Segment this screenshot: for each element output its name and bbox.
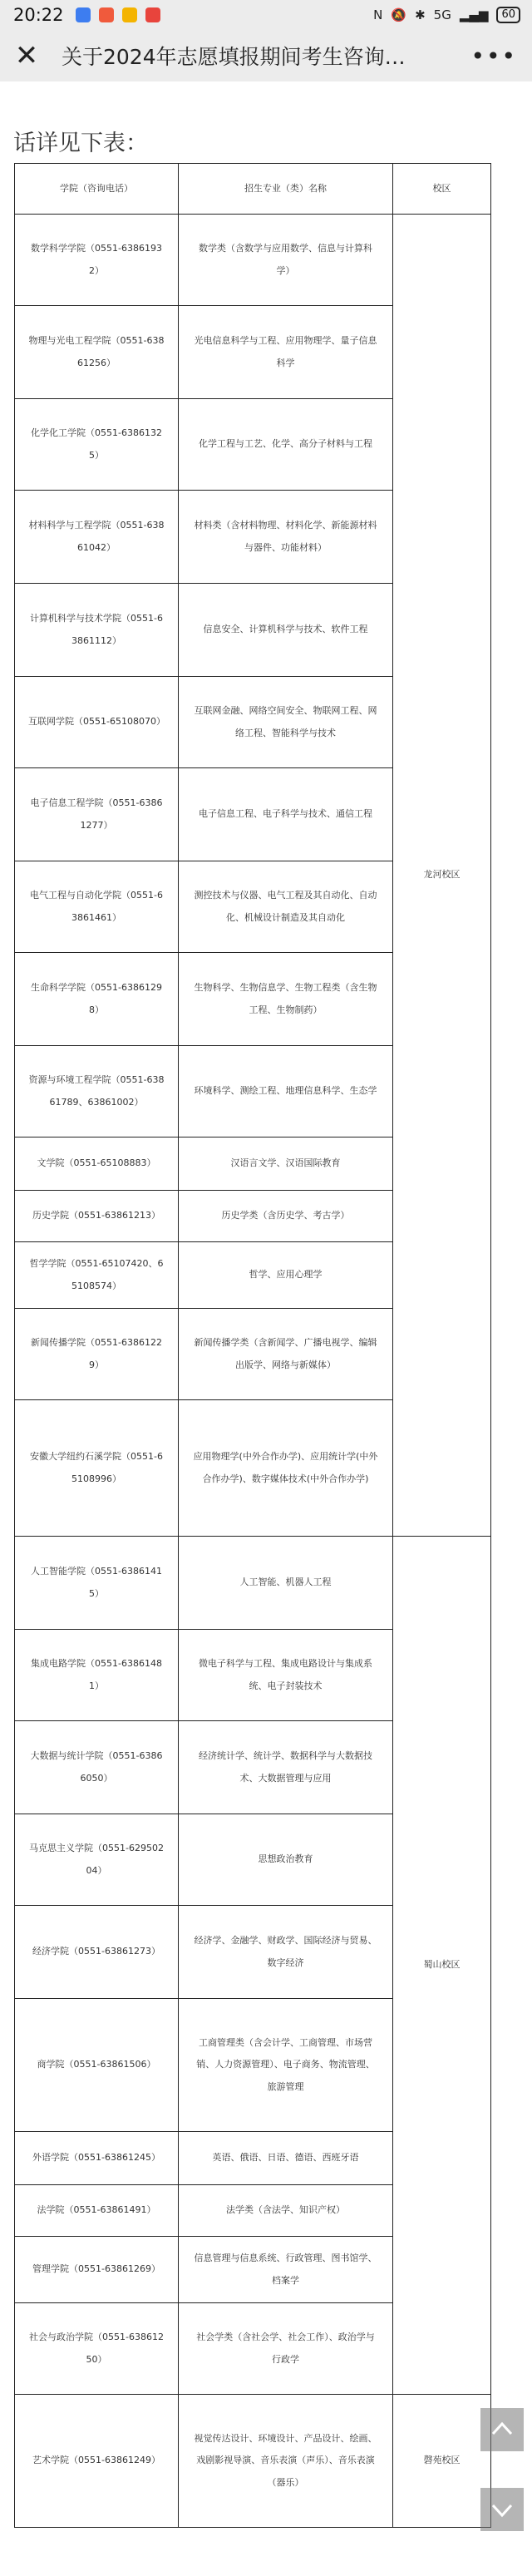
mute-icon: 🔕 xyxy=(391,7,407,22)
majors-cell: 化学工程与工艺、化学、高分子材料与工程 xyxy=(179,399,393,491)
majors-cell: 生物科学、生物信息学、生物工程类（含生物工程、生物制药） xyxy=(179,953,393,1046)
majors-cell: 英语、俄语、日语、德语、西班牙语 xyxy=(179,2132,393,2185)
more-button[interactable] xyxy=(470,42,517,70)
app-notification-icon xyxy=(76,7,91,22)
bluetooth-icon: ✱ xyxy=(415,7,426,22)
table-header-row xyxy=(15,164,491,215)
majors-table xyxy=(14,163,491,2528)
majors-cell: 电子信息工程、电子科学与技术、通信工程 xyxy=(179,768,393,861)
college-cell: 艺术学院（0551-63861249） xyxy=(15,2395,179,2528)
chevron-up-icon xyxy=(488,2416,516,2444)
status-time: 20:22 xyxy=(13,5,64,25)
close-icon: ✕ xyxy=(14,39,39,72)
battery-indicator: 60 xyxy=(496,7,520,23)
majors-cell: 汉语言文学、汉语国际教育 xyxy=(179,1137,393,1191)
app-notification-icon xyxy=(99,7,114,22)
table-row xyxy=(15,2395,491,2528)
majors-cell: 互联网金融、网络空间安全、物联网工程、网络工程、智能科学与技术 xyxy=(179,677,393,768)
close-button[interactable] xyxy=(7,36,47,76)
majors-cell: 应用物理学(中外合作办学)、应用统计学(中外合作办学)、数字媒体技术(中外合作办学) xyxy=(179,1400,393,1537)
majors-cell: 历史学类（含历史学、考古学） xyxy=(179,1191,393,1242)
network-label: 5G xyxy=(433,7,451,22)
majors-cell: 信息安全、计算机科学与技术、软件工程 xyxy=(179,584,393,677)
majors-cell: 人工智能、机器人工程 xyxy=(179,1537,393,1630)
majors-cell: 环境科学、测绘工程、地理信息科学、生态学 xyxy=(179,1046,393,1137)
nfc-icon: N xyxy=(373,7,383,22)
college-cell: 马克思主义学院（0551-62950204） xyxy=(15,1814,179,1906)
majors-cell: 信息管理与信息系统、行政管理、图书馆学、档案学 xyxy=(179,2237,393,2303)
campus-cell: 龙河校区 xyxy=(393,215,491,1537)
majors-cell: 材料类（含材料物理、材料化学、新能源材料与器件、功能材料） xyxy=(179,491,393,584)
college-cell: 历史学院（0551-63861213） xyxy=(15,1191,179,1242)
college-cell: 管理学院（0551-63861269） xyxy=(15,2237,179,2303)
college-cell: 新闻传播学院（0551-63861229） xyxy=(15,1309,179,1400)
table-row xyxy=(15,215,491,306)
nav-bar xyxy=(0,30,532,81)
campus-cell: 蜀山校区 xyxy=(393,1537,491,2395)
majors-cell: 工商管理类（含会计学、工商管理、市场营销、人力资源管理）、电子商务、物流管理、旅游管理 xyxy=(179,1999,393,2132)
college-cell: 电气工程与自动化学院（0551-63861461） xyxy=(15,861,179,953)
college-cell: 人工智能学院（0551-63861415） xyxy=(15,1537,179,1630)
college-cell: 文学院（0551-65108883） xyxy=(15,1137,179,1191)
campus-cell: 磬苑校区 xyxy=(393,2395,491,2528)
majors-cell: 光电信息科学与工程、应用物理学、量子信息科学 xyxy=(179,306,393,399)
college-cell: 计算机科学与技术学院（0551-63861112） xyxy=(15,584,179,677)
more-icon: ••• xyxy=(470,42,517,70)
college-cell: 哲学学院（0551-65107420、65108574） xyxy=(15,1242,179,1309)
header-majors: 招生专业（类）名称 xyxy=(179,164,393,215)
majors-cell: 哲学、应用心理学 xyxy=(179,1242,393,1309)
college-cell: 外语学院（0551-63861245） xyxy=(15,2132,179,2185)
majors-cell: 法学类（含法学、知识产权） xyxy=(179,2185,393,2237)
app-notification-icon xyxy=(145,7,160,22)
majors-cell: 视觉传达设计、环境设计、产品设计、绘画、戏剧影视导演、音乐表演（声乐）、音乐表演（器乐） xyxy=(179,2395,393,2528)
system-icons xyxy=(373,7,520,23)
app-notification-icon xyxy=(122,7,137,22)
college-cell: 法学院（0551-63861491） xyxy=(15,2185,179,2237)
signal-icon: ▂▄▆ xyxy=(459,7,489,22)
header-campus: 校区 xyxy=(393,164,491,215)
college-cell: 互联网学院（0551-65108070） xyxy=(15,677,179,768)
college-cell: 经济学院（0551-63861273） xyxy=(15,1906,179,1999)
majors-cell: 新闻传播学类（含新闻学、广播电视学、编辑出版学、网络与新媒体） xyxy=(179,1309,393,1400)
majors-cell: 思想政治教育 xyxy=(179,1814,393,1906)
status-bar xyxy=(0,0,532,30)
scroll-bottom-button[interactable] xyxy=(480,2488,524,2531)
scroll-top-button[interactable] xyxy=(480,2408,524,2451)
college-cell: 安徽大学纽约石溪学院（0551-65108996） xyxy=(15,1400,179,1537)
college-cell: 材料科学与工程学院（0551-63861042） xyxy=(15,491,179,584)
notification-icons xyxy=(76,7,160,22)
majors-cell: 社会学类（含社会学、社会工作）、政治学与行政学 xyxy=(179,2303,393,2395)
college-cell: 数学科学学院（0551-63861932） xyxy=(15,215,179,306)
college-cell: 化学化工学院（0551-63861325） xyxy=(15,399,179,491)
majors-cell: 经济统计学、统计学、数据科学与大数据技术、大数据管理与应用 xyxy=(179,1721,393,1814)
college-cell: 商学院（0551-63861506） xyxy=(15,1999,179,2132)
college-cell: 电子信息工程学院（0551-63861277） xyxy=(15,768,179,861)
college-cell: 物理与光电工程学院（0551-63861256） xyxy=(15,306,179,399)
header-college: 学院（咨询电话） xyxy=(15,164,179,215)
majors-cell: 微电子科学与工程、集成电路设计与集成系统、电子封装技术 xyxy=(179,1630,393,1721)
majors-cell: 测控技术与仪器、电气工程及其自动化、自动化、机械设计制造及其自动化 xyxy=(179,861,393,953)
college-cell: 社会与政治学院（0551-63861250） xyxy=(15,2303,179,2395)
intro-text: 话详见下表： xyxy=(13,131,148,156)
page-title: 关于2024年志愿填报期间考生咨询… xyxy=(62,45,406,69)
table-row xyxy=(15,1537,491,1630)
college-cell: 集成电路学院（0551-63861481） xyxy=(15,1630,179,1721)
college-cell: 大数据与统计学院（0551-63866050） xyxy=(15,1721,179,1814)
college-cell: 资源与环境工程学院（0551-63861789、63861002） xyxy=(15,1046,179,1137)
chevron-down-icon xyxy=(488,2495,516,2524)
majors-cell: 数学类（含数学与应用数学、信息与计算科学） xyxy=(179,215,393,306)
majors-cell: 经济学、金融学、财政学、国际经济与贸易、数字经济 xyxy=(179,1906,393,1999)
college-cell: 生命科学学院（0551-63861298） xyxy=(15,953,179,1046)
